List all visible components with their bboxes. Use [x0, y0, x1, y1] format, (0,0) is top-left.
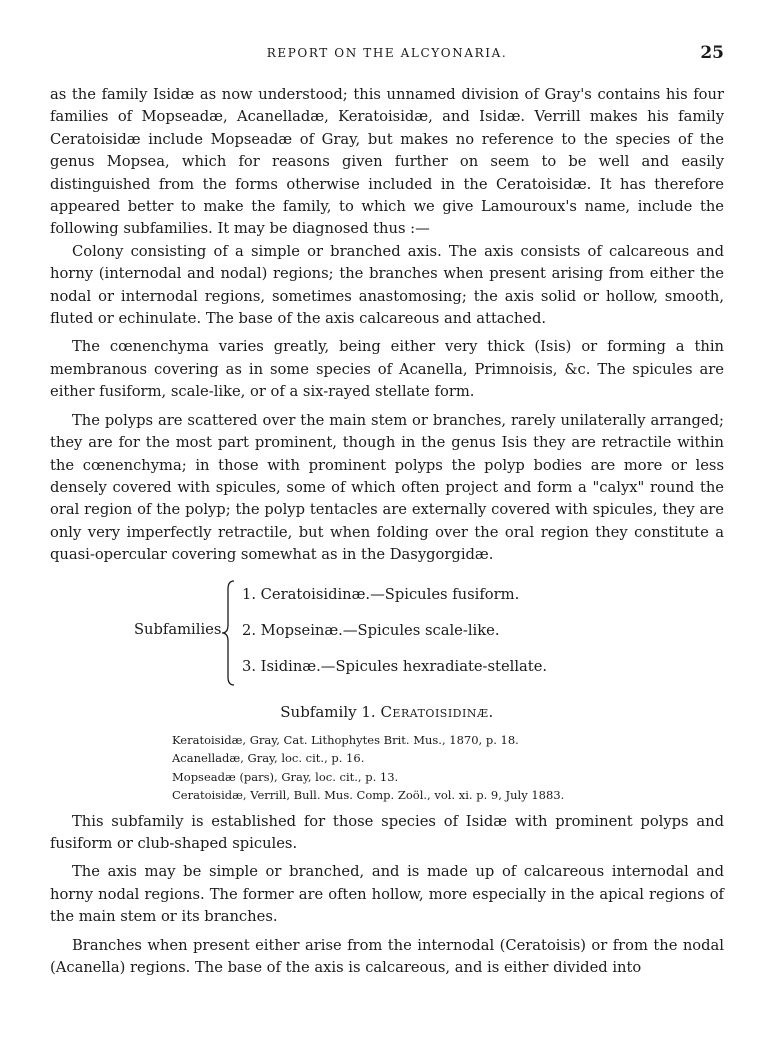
body-text	[50, 84, 724, 979]
paragraph-branches: Branches when present either arise from the internodal (Ceratoisis) or from the nodal (Acanella) regions. The base of the axis is calcareous, and is either divided into	[50, 936, 724, 976]
subfamilies-list	[242, 577, 547, 685]
paragraph-subfamily-definition: This subfamily is established for those species of Isidæ with prominent polyps and fusiform or club-shaped spicules.	[50, 812, 724, 852]
page-number: 25	[700, 43, 724, 63]
subfamily-item: 2. Mopseinæ.—Spicules scale-like.	[242, 621, 500, 639]
synonymy-entry: Ceratoisidæ, Verrill, Bull. Mus. Comp. Zoöl., vol. xi. p. 9, July 1883.	[172, 788, 565, 803]
subfamilies-label: Subfamilies	[134, 620, 222, 638]
paragraph-coenenchyma: The cœnenchyma varies greatly, being either very thick (Isis) or forming a thin membranous covering as in some species of Acanella, Primnoisis, &c. The spicules are either fusiform, scale-like, or of a six-rayed stellate form.	[50, 338, 724, 401]
paragraph-axis: The axis may be simple or branched, and is made up of calcareous internodal and horny nodal regions. The former are often hollow, more especially in the apical regions of the main stem or its branches.	[50, 863, 724, 926]
synonymy-entry: Acanelladæ, Gray, loc. cit., p. 16.	[172, 751, 365, 766]
paragraph-polyps: The polyps are scattered over the main stem or branches, rarely unilaterally arranged; they are for the most part prominent, though in the genus Isis they are retractile within the cœnenchyma; in those with prominent polyps the polyp bodies are more or less densely covered with spicules, some of which often project and form a "calyx" round the oral region of the polyp; the polyp tentacles are externally covered with spicules, they are only very imperfectly retractile, but when folding over the oral region they constitute a quasi-opercular covering somewhat as in the Dasygorgidæ.	[50, 411, 724, 564]
synonymy-entry: Keratoisidæ, Gray, Cat. Lithophytes Brit. Mus., 1870, p. 18.	[172, 732, 519, 747]
running-head	[50, 43, 724, 68]
left-brace-icon	[220, 579, 236, 687]
subfamily-item: 3. Isidinæ.—Spicules hexradiate-stellate.	[242, 657, 548, 675]
subfamilies-table	[50, 577, 724, 689]
subfamily-item: 1. Ceratoisidinæ.—Spicules fusiform.	[242, 585, 520, 603]
synonymy-entry: Mopseadæ (pars), Gray, loc. cit., p. 13.	[172, 769, 399, 784]
running-title: REPORT ON THE ALCYONARIA.	[266, 46, 508, 60]
paragraph-diagnosis-colony: Colony consisting of a simple or branched axis. The axis consists of calcareous and horny (internodal and nodal) regions; the branches when present arising from either the nodal or internodal regions, sometimes anastomosing; the axis solid or hollow, smooth, fluted or echinulate. The base of the axis calcareous and attached.	[50, 242, 724, 328]
subfamily-heading-name: Ceratoisidinæ.	[380, 702, 494, 721]
synonymy-list	[172, 731, 724, 805]
subfamily-heading	[50, 703, 724, 721]
subfamily-heading-prefix: Subfamily 1.	[280, 702, 376, 721]
paragraph-continuation: as the family Isidæ as now understood; this unnamed division of Gray's contains his four families of Mopseadæ, Acanelladæ, Keratoisidæ, and Isidæ. Verrill makes his family Ceratoisidæ include Mopseadæ of Gray, but makes no reference to the species of the genus Mopsea, which for reasons given further on seem to be well and easily distinguished from the forms otherwise included in the Ceratoisidæ. It has therefore appeared better to make the family, to which we give Lamouroux's name, include the following subfamilies. It may be diagnosed thus :—	[50, 86, 724, 238]
